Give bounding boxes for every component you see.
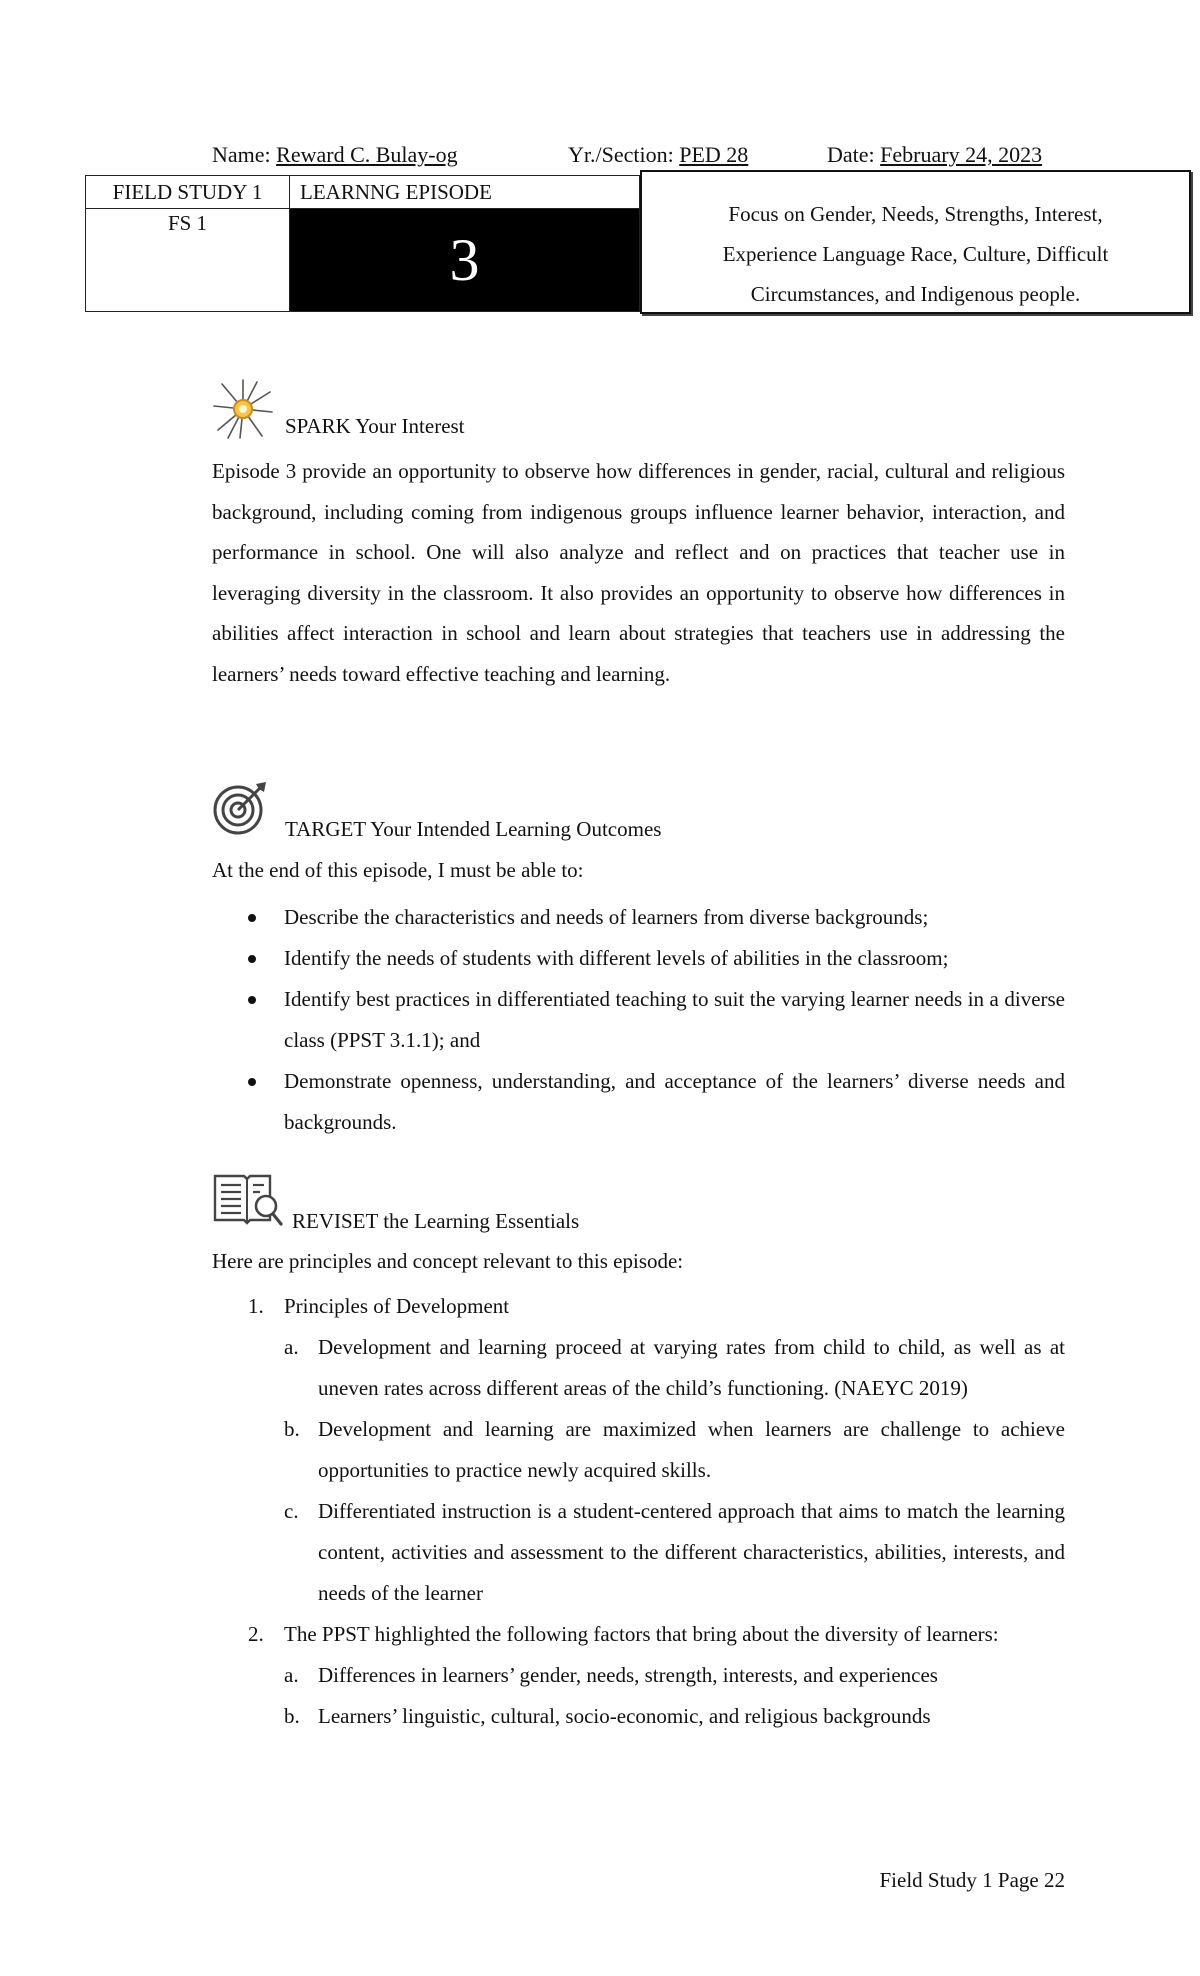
reviset-title: REVISET the Learning Essentials bbox=[292, 1209, 580, 1233]
spark-paragraph: Episode 3 provide an opportunity to observe how differences in gender, racial, cultural and religious background, including coming from indigenous groups influence learner behavior, interaction, and performance in school. One will also analyze and reflect and on practices that teacher use in leveraging diversity in the classroom. It also provides an opportunity to observe how differences in abilities affect interaction in school and learn about strategies that teachers use in addressing the learners’ needs toward effective teaching and learning. bbox=[212, 459, 1065, 686]
target-intro: At the end of this episode, I must be able to: bbox=[212, 858, 584, 882]
item-letter: c. bbox=[284, 1499, 299, 1523]
focus-text bbox=[642, 194, 1189, 314]
item-text: Differences in learners’ gender, needs, strength, interests, and experiences bbox=[318, 1663, 938, 1687]
item-text: Learners’ linguistic, cultural, socio-economic, and religious backgrounds bbox=[318, 1704, 931, 1728]
focus-line: Focus on Gender, Needs, Strengths, Interest, bbox=[728, 202, 1103, 226]
episode-cell bbox=[289, 175, 640, 312]
item-text: Development and learning are maximized when learners are challenge to achieve opportunities to practice newly acquired skills. bbox=[318, 1417, 1065, 1482]
list-item bbox=[212, 1614, 1065, 1655]
sub-list-item bbox=[212, 1655, 1065, 1696]
list-item bbox=[212, 1061, 1065, 1143]
item-text: The PPST highlighted the following factors that bring about the diversity of learners: bbox=[284, 1622, 999, 1646]
item-text: Differentiated instruction is a student-centered approach that aims to match the learning content, activities and assessment to the different characteristics, abilities, interests, and needs of the learner bbox=[318, 1499, 1065, 1605]
target-title: TARGET Your Intended Learning Outcomes bbox=[285, 817, 662, 841]
sub-list-item bbox=[212, 1327, 1065, 1409]
outcomes-list bbox=[212, 897, 1065, 1143]
section-value: PED 28 bbox=[679, 142, 749, 167]
spark-icon bbox=[212, 378, 274, 440]
item-letter: a. bbox=[284, 1663, 299, 1687]
item-letter: a. bbox=[284, 1335, 299, 1359]
item-text: Principles of Development bbox=[284, 1294, 510, 1318]
name-label: Name: bbox=[212, 142, 271, 167]
bullet-icon bbox=[248, 996, 256, 1004]
outcome-text: Describe the characteristics and needs of learners from diverse backgrounds; bbox=[284, 905, 929, 929]
sub-list-item bbox=[212, 1696, 1065, 1737]
outcome-text: Identify best practices in differentiated teaching to suit the varying learner needs in a diverse class (PPST 3.1.1); and bbox=[284, 987, 1065, 1052]
list-item bbox=[212, 1286, 1065, 1327]
date-line bbox=[827, 142, 1042, 168]
date-label: Date: bbox=[827, 142, 875, 167]
fs-label: FS 1 bbox=[167, 211, 208, 235]
spark-title: SPARK Your Interest bbox=[285, 414, 465, 438]
sub-list-item bbox=[212, 1491, 1065, 1614]
list-item bbox=[212, 938, 1065, 979]
date-value: February 24, 2023 bbox=[880, 142, 1043, 167]
focus-line: Experience Language Race, Culture, Difficult bbox=[722, 242, 1109, 266]
principles-list bbox=[212, 1286, 1065, 1737]
focus-box bbox=[640, 170, 1191, 314]
outcome-text: Demonstrate openness, understanding, and acceptance of the learners’ diverse needs and backgrounds. bbox=[284, 1069, 1065, 1134]
bullet-icon bbox=[248, 955, 256, 963]
book-search-icon bbox=[212, 1170, 284, 1232]
name-line bbox=[212, 142, 458, 168]
field-study-label: FIELD STUDY 1 bbox=[86, 176, 289, 209]
list-item bbox=[212, 979, 1065, 1061]
item-letter: b. bbox=[284, 1704, 300, 1728]
episode-label: LEARNNG EPISODE bbox=[290, 176, 639, 209]
reviset-intro: Here are principles and concept relevant to this episode: bbox=[212, 1249, 684, 1273]
list-item bbox=[212, 897, 1065, 938]
sub-list-item bbox=[212, 1409, 1065, 1491]
outcome-text: Identify the needs of students with different levels of abilities in the classroom; bbox=[284, 946, 949, 970]
item-letter: b. bbox=[284, 1417, 300, 1441]
section-line bbox=[568, 142, 748, 168]
focus-line: Circumstances, and Indigenous people. bbox=[750, 282, 1081, 306]
item-number: 2. bbox=[248, 1622, 264, 1646]
bullet-icon bbox=[248, 914, 256, 922]
target-icon bbox=[212, 780, 268, 836]
page-footer: Field Study 1 Page 22 bbox=[879, 1868, 1065, 1892]
item-number: 1. bbox=[248, 1294, 264, 1318]
name-value: Reward C. Bulay-og bbox=[276, 142, 458, 167]
bullet-icon bbox=[248, 1078, 256, 1086]
field-study-cell bbox=[85, 175, 290, 312]
item-text: Development and learning proceed at varying rates from child to child, as well as at uneven rates across different areas of the child’s functioning. (NAEYC 2019) bbox=[318, 1335, 1065, 1400]
section-label: Yr./Section: bbox=[568, 142, 674, 167]
episode-number: 3 bbox=[290, 209, 639, 311]
